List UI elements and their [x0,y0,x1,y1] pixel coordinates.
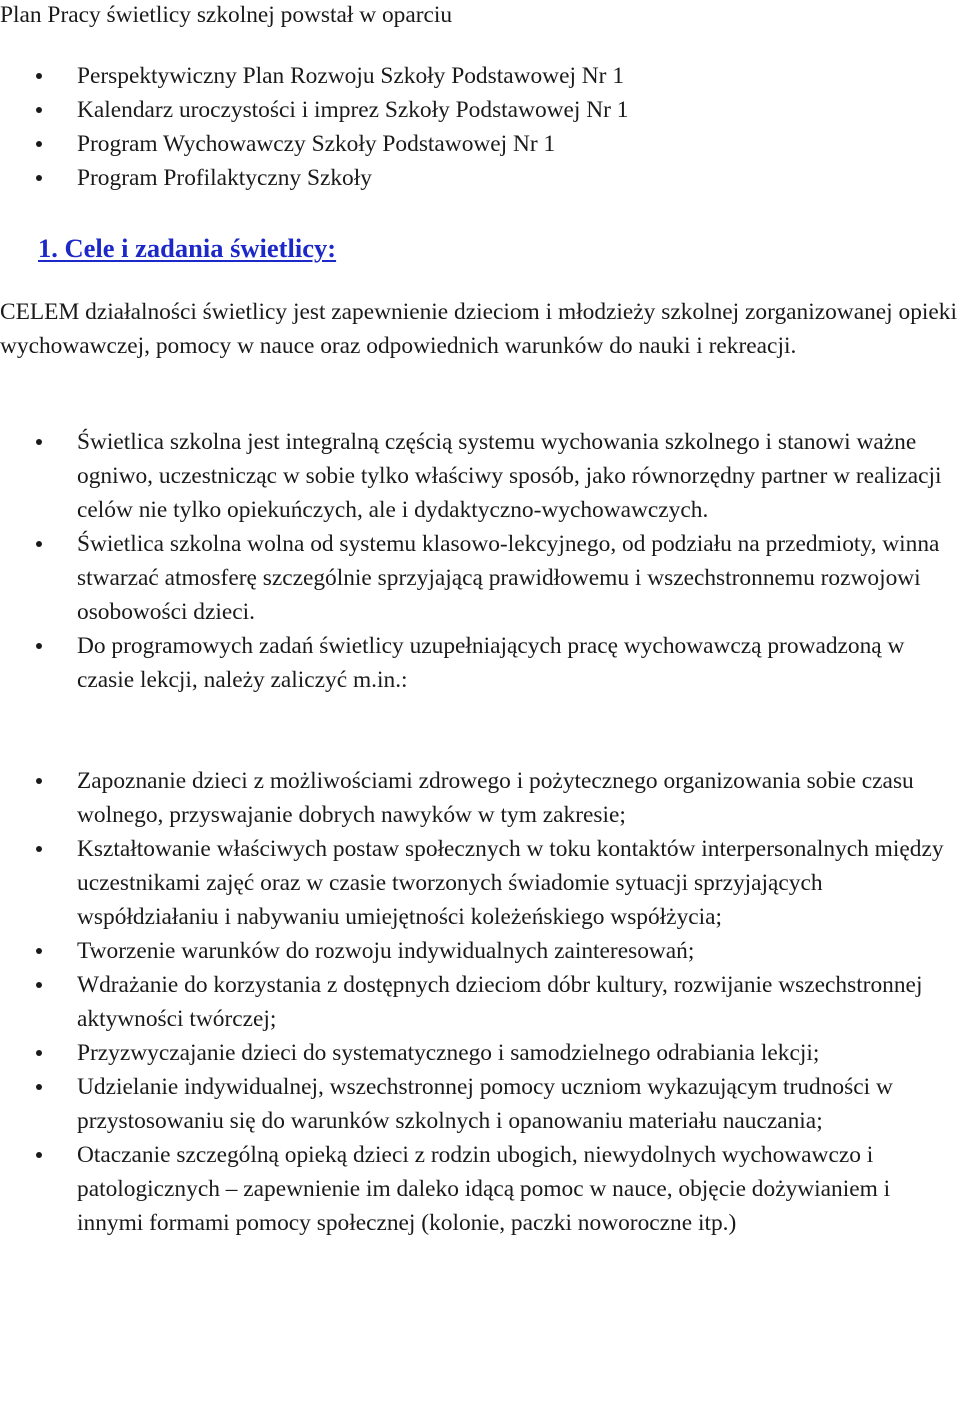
list-item [0,161,960,195]
list-item-text: Świetlica szkolna wolna od systemu klasowo-lekcyjnego, od podziału na przedmioty, winna stwarzać atmosferę szczególnie sprzyjającą prawidłowemu i wszechstronnemu rozwojowi osobowości dzieci. [77,531,940,625]
list-item-text: Otaczanie szczególną opieką dzieci z rodzin ubogich, niewydolnych wychowawczo i patologicznych – zapewnienie im daleko idącą pomoc w nauce, objęcie dożywianiem i innymi formami pomocy społecznej (kolonie, paczki noworoczne itp.) [77,1142,891,1236]
bullet-icon [36,982,42,988]
list-item [0,127,960,161]
list-item [0,832,960,934]
bullet-icon [36,948,42,954]
bullet-icon [36,175,42,181]
sources-list [0,59,960,195]
features-list [0,425,960,697]
list-item [0,1138,960,1240]
intro-text: Plan Pracy świetlicy szkolnej powstał w oparciu [0,2,453,28]
list-item-text: Program Profilaktyczny Szkoły [77,165,372,191]
list-item-text: Udzielanie indywidualnej, wszechstronnej pomocy uczniom wykazującym trudności w przystosowaniu się do warunków szkolnych i opanowaniu materiału nauczania; [77,1074,893,1134]
bullet-icon [36,1152,42,1158]
section-heading: 1. Cele i zadania świetlicy: [38,233,337,263]
bullet-icon [36,73,42,79]
bullet-icon [36,1050,42,1056]
list-item [0,59,960,93]
list-item [0,527,960,629]
list-item [0,764,960,832]
list-item [0,1036,960,1070]
list-item-text: Kształtowanie właściwych postaw społecznych w toku kontaktów interpersonalnych między uczestnikami zajęć oraz w czasie tworzonych świadomie sytuacji sprzyjających współdziałaniu i nabywaniu umiejętności koleżeńskiego współżycia; [77,836,944,930]
list-item-text: Do programowych zadań świetlicy uzupełniających pracę wychowawczą prowadzoną w czasie lekcji, należy zaliczyć m.in.: [77,633,905,693]
bullet-icon [36,141,42,147]
list-item-text: Zapoznanie dzieci z możliwościami zdrowego i pożytecznego organizowania sobie czasu wolnego, przyswajanie dobrych nawyków w tym zakresie; [77,768,914,828]
list-item [0,934,960,968]
list-item-text: Przyzwyczajanie dzieci do systematycznego i samodzielnego odrabiania lekcji; [77,1040,820,1066]
bullet-icon [36,778,42,784]
goal-paragraph: CELEM działalności świetlicy jest zapewnienie dzieciom i młodzieży szkolnej zorganizowanej opieki wychowawczej, pomocy w nauce oraz odpowiednich warunków do nauki i rekreacji. [0,299,957,359]
bullet-icon [36,439,42,445]
bullet-icon [36,1084,42,1090]
bullet-icon [36,541,42,547]
list-item-text: Wdrażanie do korzystania z dostępnych dzieciom dóbr kultury, rozwijanie wszechstronnej aktywności twórczej; [77,972,923,1032]
list-item-text: Program Wychowawczy Szkoły Podstawowej Nr 1 [77,131,556,157]
list-item-text: Kalendarz uroczystości i imprez Szkoły Podstawowej Nr 1 [77,97,629,123]
list-item-text: Tworzenie warunków do rozwoju indywidualnych zainteresowań; [77,938,695,964]
bullet-icon [36,643,42,649]
bullet-icon [36,846,42,852]
list-item [0,425,960,527]
list-item [0,93,960,127]
list-item-text: Świetlica szkolna jest integralną częścią systemu wychowania szkolnego i stanowi ważne ogniwo, uczestnicząc w sobie tylko właściwy sposób, jako równorzędny partner w realizacji celów nie tylko opiekuńczych, ale i dydaktyczno-wychowawczych. [77,429,942,523]
bullet-icon [36,107,42,113]
list-item [0,968,960,1036]
list-item-text: Perspektywiczny Plan Rozwoju Szkoły Podstawowej Nr 1 [77,63,625,89]
list-item [0,629,960,697]
tasks-list [0,764,960,1240]
list-item [0,1070,960,1138]
